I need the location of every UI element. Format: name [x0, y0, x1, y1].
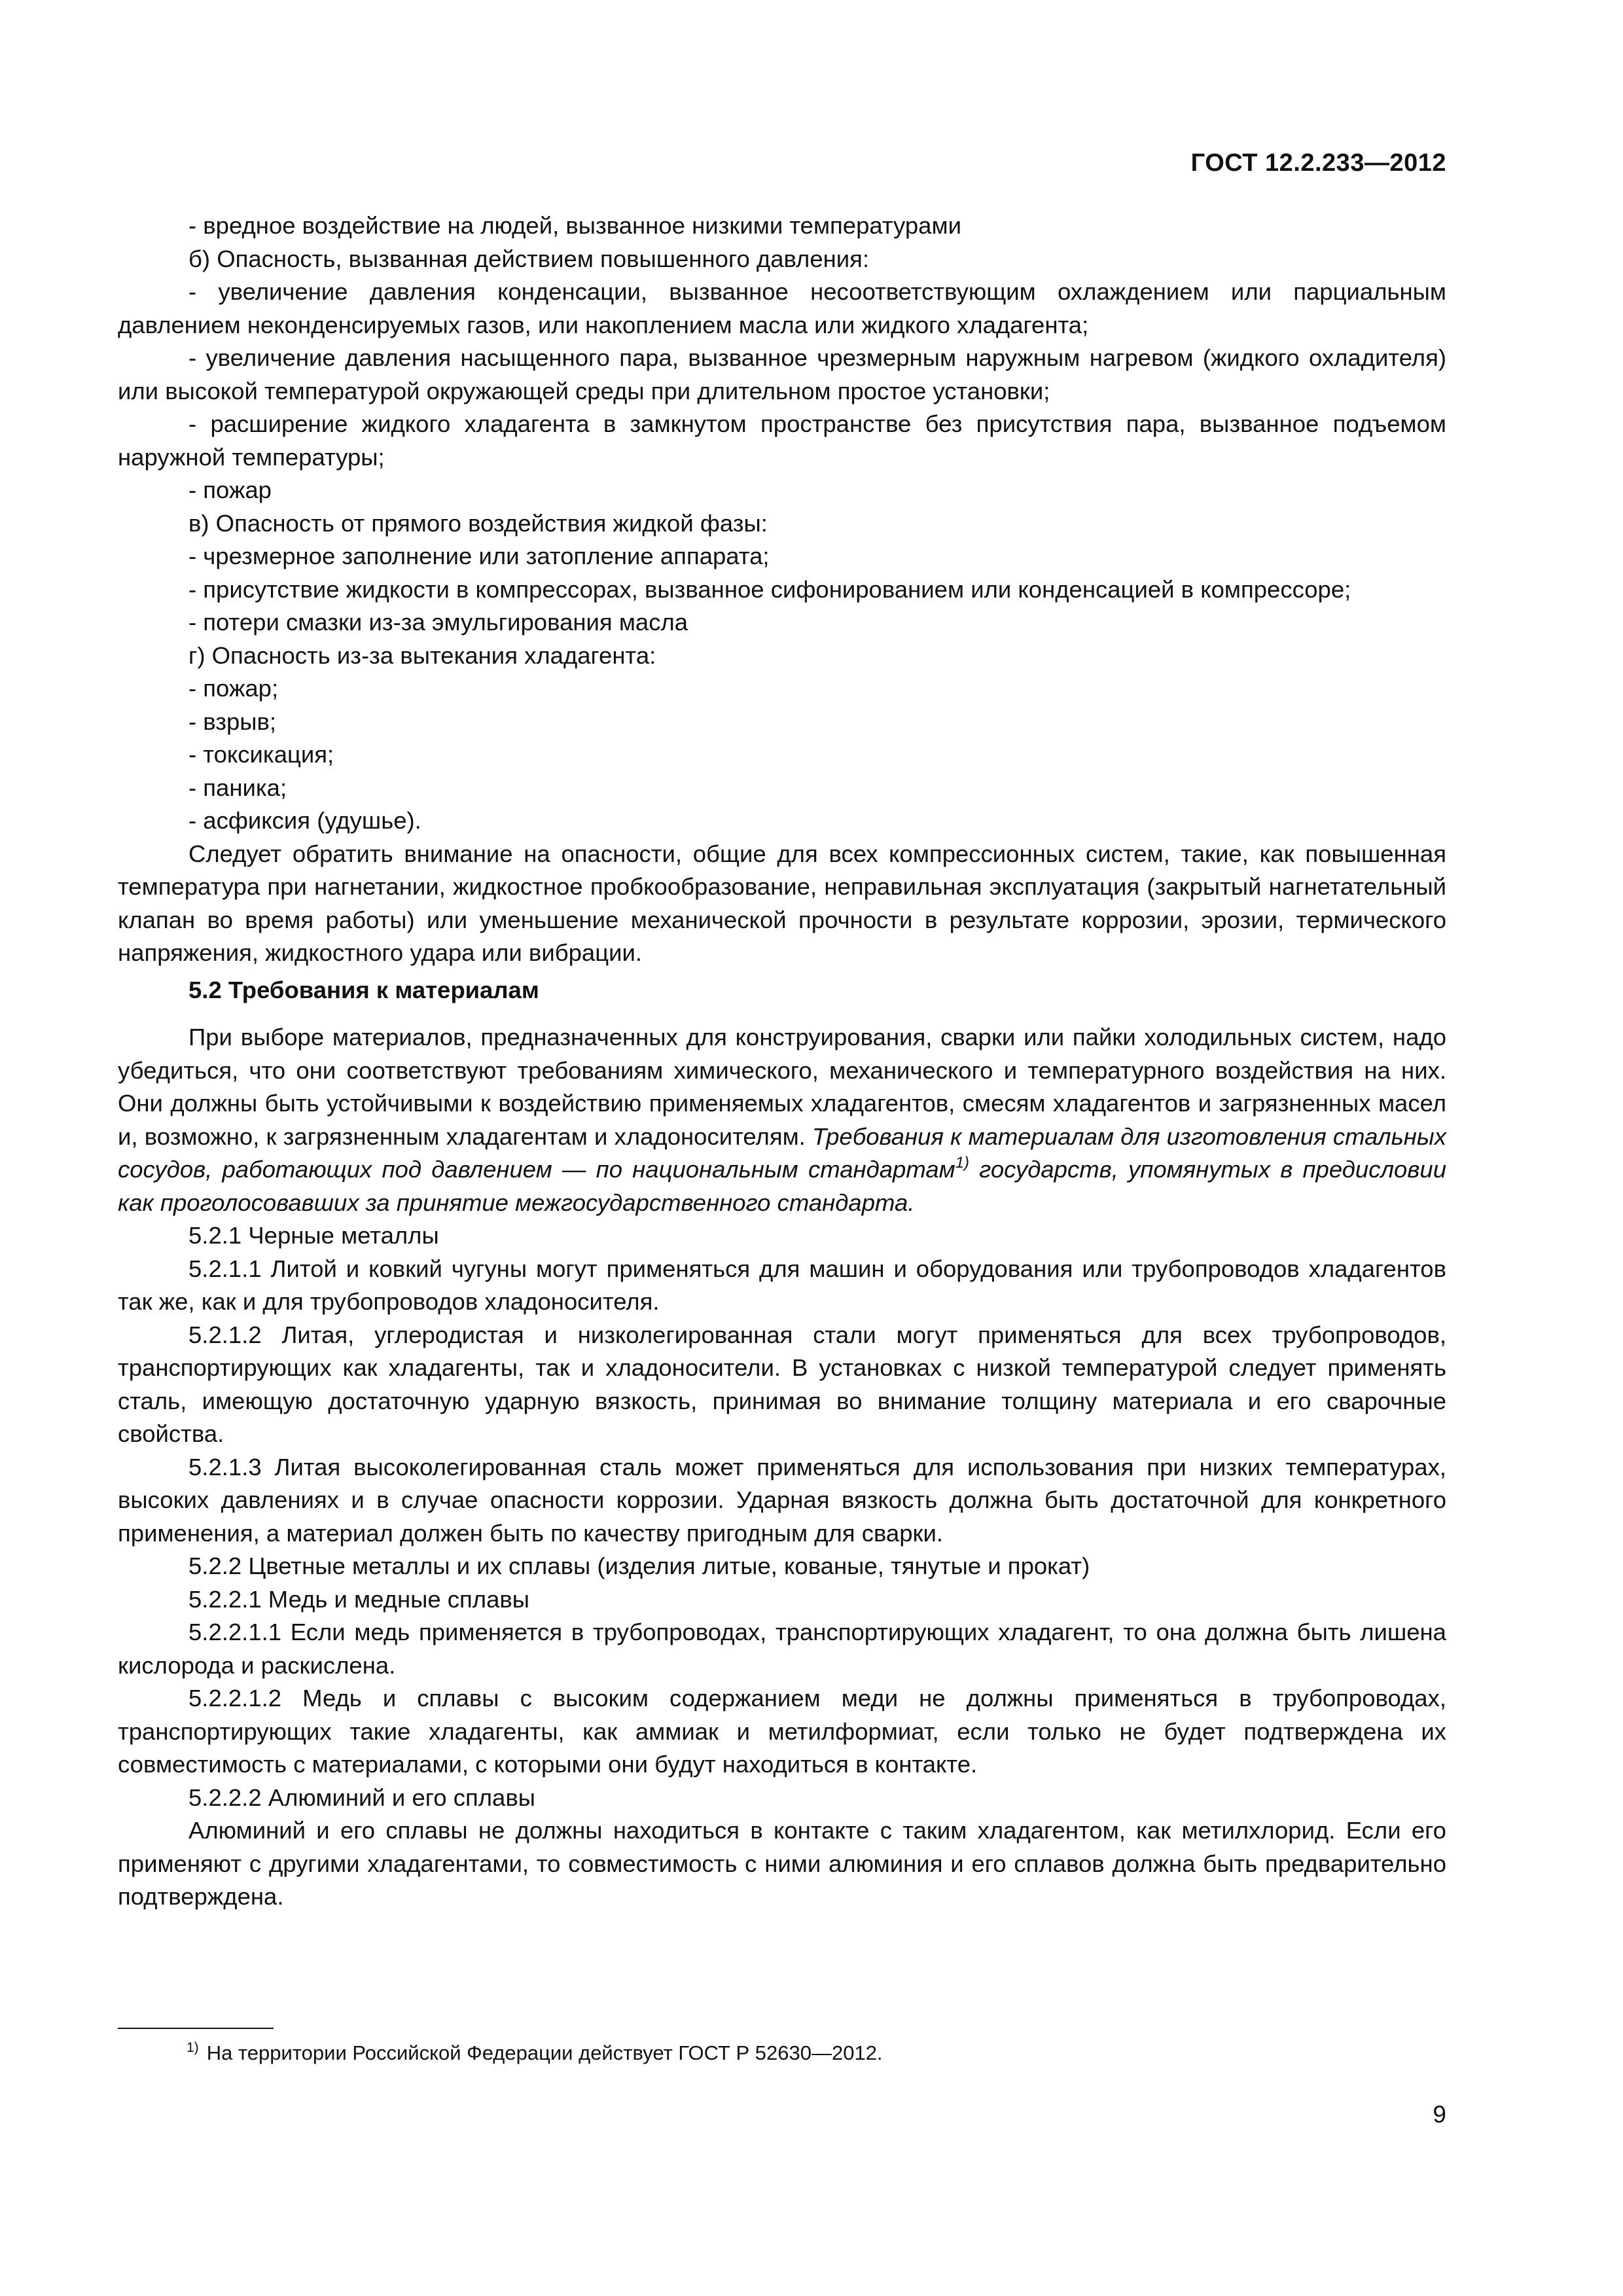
paragraph: г) Опасность из-за вытекания хладагента:: [188, 641, 656, 669]
paragraph: - асфиксия (удушье).: [188, 807, 421, 834]
paragraph: - потери смазки из-за эмульгирования масла: [188, 609, 688, 636]
paragraph: - увеличение давления насыщенного пара, вызванное чрезмерным наружным нагревом (жидкого охладителя) или высокой температурой окружающей среды при длительном простое установки;: [118, 344, 1446, 404]
paragraph: 5.2.2 Цветные металлы и их сплавы (изделия литые, кованые, тянутые и прокат): [188, 1552, 1090, 1579]
paragraph: 5.2.2.1 Медь и медные сплавы: [188, 1585, 530, 1613]
section-heading: 5.2 Требования к материалам: [188, 976, 539, 1003]
paragraph: - вредное воздействие на людей, вызванное низкими температурами: [188, 212, 961, 239]
paragraph: 5.2.1.3 Литая высоколегированная сталь может применяться для использования при низких температурах, высоких давлениях и в случае опасности коррозии. Ударная вязкость должна быть достаточной для конкретного применения, а материал должен быть по качеству пригодным для сварки.: [118, 1453, 1446, 1547]
paragraph: 5.2.2.1.1 Если медь применяется в трубопроводах, транспортирующих хладагент, то она должна быть лишена кислорода и раскислена.: [118, 1619, 1446, 1679]
paragraph: - увеличение давления конденсации, вызванное несоответствующим охлаждением или парциальным давлением неконденсируемых газов, или накоплением масла или жидкого хладагента;: [118, 278, 1446, 338]
paragraph: - пожар;: [188, 675, 279, 702]
footnote-marker: 1): [187, 2040, 199, 2055]
paragraph: - чрезмерное заполнение или затопление аппарата;: [188, 543, 770, 569]
paragraph: - токсикация;: [188, 741, 334, 768]
document-id-header: ГОСТ 12.2.233—2012: [1190, 149, 1446, 177]
intro-italic-text: Требования к материалам для изготовления стальных сосудов, работающих под давлением — по национальным стандартам: [118, 1122, 1446, 1183]
paragraph: б) Опасность, вызванная действием повышенного давления:: [188, 245, 870, 272]
page-body: [118, 209, 1446, 1914]
paragraph: Следует обратить внимание на опасности, общие для всех компрессионных систем, такие, как повышенная температура при нагнетании, жидкостное пробкообразование, неправильная эксплуатация (закрытый нагнетательный клапан во время работы) или уменьшение механической прочности в результате коррозии, эрозии, термического напряжения, жидкостного удара или вибрации.: [118, 840, 1446, 966]
page-number: 9: [1433, 2101, 1446, 2128]
footnote-reference[interactable]: 1): [955, 1154, 970, 1172]
paragraph: 5.2.2.2 Алюминий и его сплавы: [188, 1784, 535, 1811]
paragraph: - расширение жидкого хладагента в замкнутом пространстве без присутствия пара, вызванное подъемом наружной температуры;: [118, 410, 1446, 471]
materials-subsections: [118, 1219, 1446, 1914]
footnote-divider: [118, 2028, 274, 2029]
paragraph: - присутствие жидкости в компрессорах, вызванное сифонированием или конденсацией в компрессоре;: [188, 575, 1351, 603]
paragraph: - взрыв;: [188, 708, 277, 735]
intro-text: При выборе материалов, предназначенных для конструирования, сварки или пайки холодильных систем, надо убедиться, что они соответствуют требованиям химического, механического и температурного воздействия на них. Они должны быть устойчивыми к воздействию применяемых хладагентов, смесям хладагентов и загрязненных масел и, возможно, к загрязненным хладагентам и хладоносителям.: [118, 1024, 1446, 1150]
hazard-list: [118, 209, 1446, 970]
paragraph: Алюминий и его сплавы не должны находиться в контакте с таким хладагентом, как метилхлорид. Если его применяют с другими хладагентами, то совместимость с ними алюминия и его сплавов должна быть предварительно подтверждена.: [118, 1817, 1446, 1910]
paragraph: - пожар: [188, 476, 272, 503]
paragraph: 5.2.1.1 Литой и ковкий чугуны могут применяться для машин и оборудования или трубопроводов хладагентов так же, как и для трубопроводов хладоносителя.: [118, 1255, 1446, 1315]
materials-intro-paragraph: [118, 1021, 1446, 1219]
paragraph: 5.2.1.2 Литая, углеродистая и низколегированная стали могут применяться для всех трубопроводов, транспортирующих как хладагенты, так и хладоносители. В установках с низкой температурой следует применять сталь, имеющую достаточную ударную вязкость, принимая во внимание толщину материала и его сварочные свойства.: [118, 1321, 1446, 1447]
paragraph: 5.2.1 Черные металлы: [188, 1222, 439, 1249]
paragraph: 5.2.2.1.2 Медь и сплавы с высоким содержанием меди не должны применяться в трубопроводах, транспортирующих такие хладагенты, как аммиак и метилформиат, если только не будет подтверждена их совместимость с материалами, с которыми они будут находиться в контакте.: [118, 1685, 1446, 1778]
footnote-text: На территории Российской Федерации действует ГОСТ Р 52630—2012.: [206, 2041, 883, 2064]
paragraph: в) Опасность от прямого воздействия жидкой фазы:: [188, 509, 768, 537]
footnote: [187, 2040, 883, 2066]
paragraph: - паника;: [188, 774, 287, 801]
intro-italic-text-continued: государств, упомянутых в предисловии как проголосовавших за принятие межгосударственного стандарта.: [118, 1156, 1446, 1216]
